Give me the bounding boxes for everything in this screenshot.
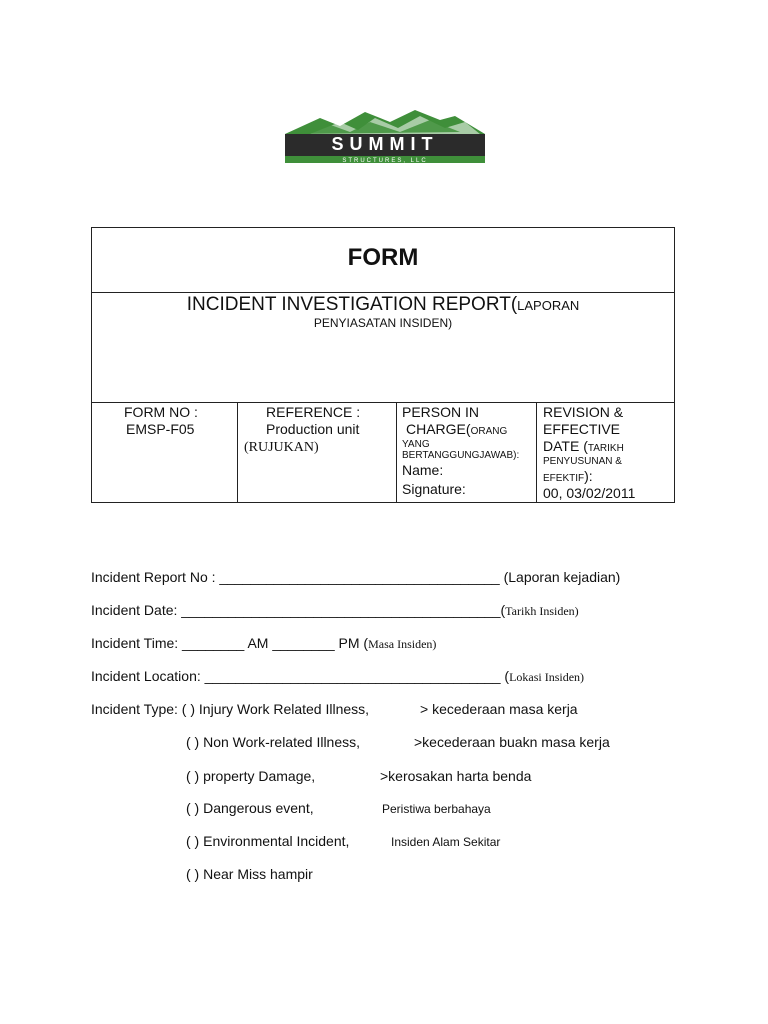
incident-type-option-non-work[interactable]: ( ) Non Work-related Illness, (186, 734, 361, 750)
reference-translation: (RUJUKAN) (244, 440, 319, 455)
company-logo (280, 108, 490, 164)
report-title-translation-end: PENYIASATAN INSIDEN) (313, 316, 453, 330)
person-in-charge-cell (397, 403, 537, 502)
incident-type-label[interactable]: Incident Type: ( ) Injury Work Related Illness, (91, 701, 370, 717)
revision-value: 00, 03/02/2011 (543, 485, 636, 501)
report-title-main: INCIDENT INVESTIGATION REPORT( (186, 294, 518, 315)
report-title-translation-start: LAPORAN (517, 298, 580, 313)
incident-type-option-property[interactable]: ( ) property Damage, (186, 768, 316, 784)
form-meta-row (92, 403, 674, 502)
form-no-value: EMSP-F05 (126, 421, 195, 437)
incident-type-option-dangerous[interactable]: ( ) Dangerous event, (186, 800, 314, 816)
incident-location-field[interactable] (91, 668, 584, 685)
report-title-row (92, 292, 674, 403)
incident-date-translation: Tarikh Insiden) (505, 604, 579, 618)
revision-cell (537, 403, 674, 502)
svg-text:SUMMIT: SUMMIT (331, 134, 439, 154)
incident-type-translation-injury: > kecederaan masa kerja (420, 701, 578, 717)
signature-label: Signature: (402, 481, 466, 497)
person-label-1: PERSON IN (402, 404, 480, 420)
form-no-cell (92, 403, 238, 502)
revision-label-2: EFFECTIVE (543, 421, 621, 437)
svg-text:STRUCTURES, LLC: STRUCTURES, LLC (342, 158, 428, 164)
incident-type-translation-environmental: Insiden Alam Sekitar (391, 835, 501, 849)
incident-location-label: Incident Location: ______________________________________ ( (91, 668, 510, 684)
mountain-logo-graphic (280, 108, 490, 164)
incident-type-translation-property: >kerosakan harta benda (380, 768, 532, 784)
revision-label-1: REVISION & (543, 404, 624, 420)
person-label-2: CHARGE(ORANG (406, 421, 508, 437)
form-label: FORM (347, 244, 419, 271)
incident-date-field[interactable] (91, 602, 579, 619)
incident-type-option-near-miss[interactable]: ( ) Near Miss hampir (186, 866, 313, 882)
person-translation-3: BERTANGGUNGJAWAB): (402, 450, 520, 461)
reference-cell (238, 403, 397, 502)
incident-location-translation: Lokasi Insiden) (509, 670, 585, 684)
incident-time-translation: Masa Insiden) (368, 637, 437, 651)
revision-translation-2: PENYUSUNAN & (543, 456, 622, 467)
incident-type-option-environmental[interactable]: ( ) Environmental Incident, (186, 833, 350, 849)
person-translation-2: YANG (402, 439, 430, 450)
incident-type-translation-non-work: >kecederaan buakn masa kerja (414, 734, 610, 750)
incident-time-field[interactable] (91, 635, 436, 652)
revision-label-3: DATE (TARIKH (543, 438, 624, 454)
incident-report-no-field[interactable] (91, 569, 620, 585)
name-label: Name: (402, 462, 444, 478)
incident-date-label: Incident Date: _________________________________________( (91, 602, 506, 618)
form-no-label: FORM NO : (124, 404, 198, 420)
report-title (92, 295, 674, 316)
incident-time-label: Incident Time: ________ AM ________ PM ( (91, 635, 369, 651)
incident-type-translation-dangerous: Peristiwa berbahaya (382, 802, 491, 816)
revision-translation-3: EFEKTIF): (543, 468, 593, 484)
form-label-row (92, 228, 674, 293)
reference-value: Production unit (266, 421, 360, 437)
form-header-table (91, 227, 675, 503)
reference-label: REFERENCE : (266, 404, 361, 420)
incident-report-no-label: Incident Report No : ____________________________________ (91, 569, 500, 585)
incident-report-no-translation: (Laporan kejadian) (503, 569, 621, 585)
